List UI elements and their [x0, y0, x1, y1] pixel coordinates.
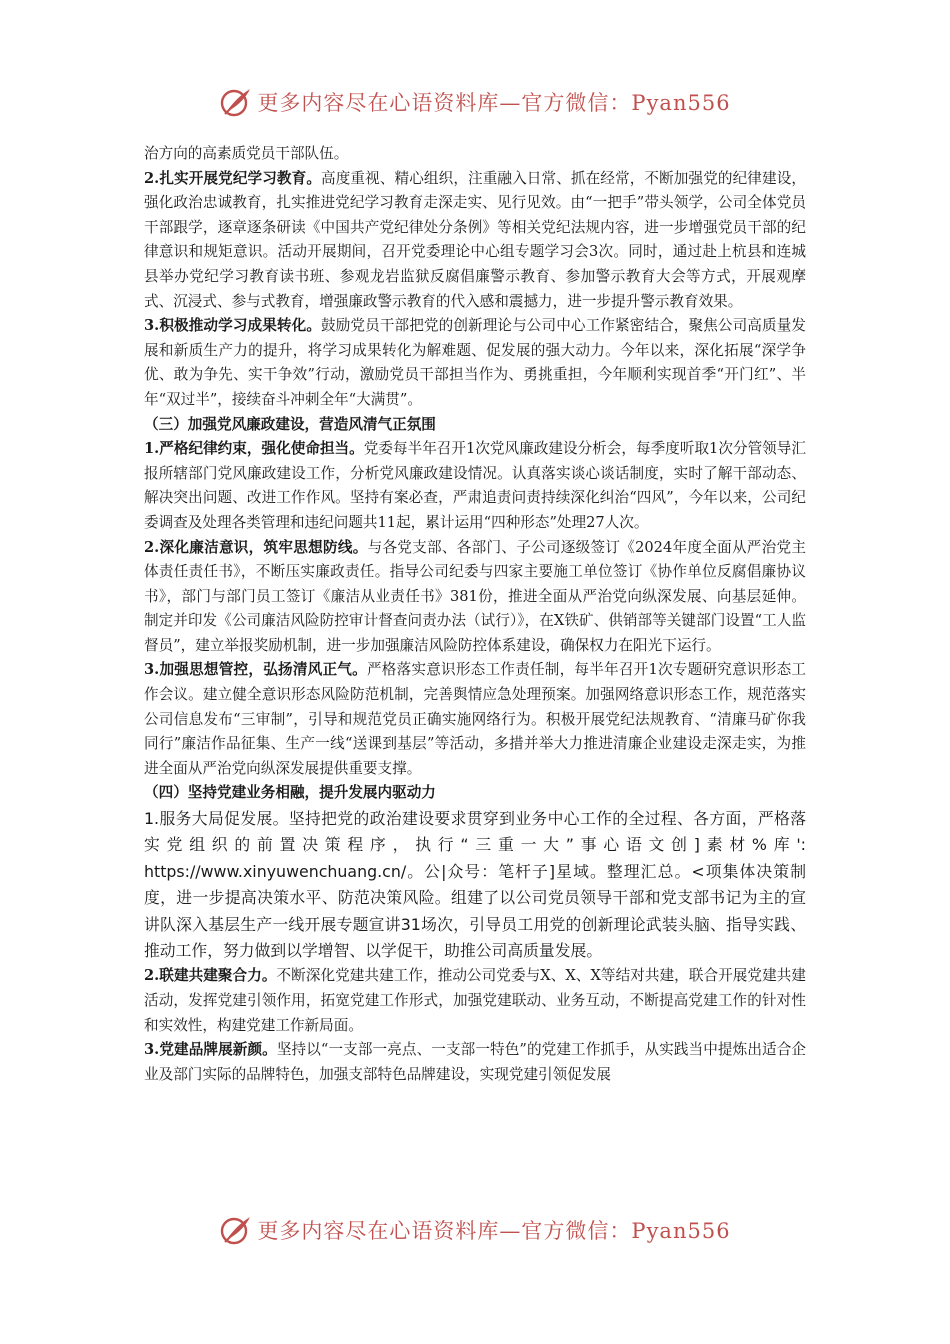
paragraph-joint-building: 2.联建共建聚合力。不断深化党建共建工作，推动公司党委与X、X、X等结对共建，联合开展党建共建活动，发挥党建引领作用，拓宽党建工作形式，加强党建联动、业务互动，不断提高党建工作的针对性和实效性，构建党建工作新局面。: [144, 967, 806, 1034]
paragraph-serve-overall: 1.服务大局促发展。坚持把党的政治建设要求贯穿到业务中心工作的全过程、各方面，严格落实党组织的前置决策程序，执行“三重一大”事心语文创]素材%库': https://www.xinyuwenchuang.cn/。公|众号：笔杆子]星域。整理汇总。<项集体决策制度，进一步提高决策水平、防范决策风险。组建了以公司党员领导干部和党支部书记为主的宣讲队深入基层生产一线开展专题宣讲31场次，引导员工用党的创新理论武装头脑、指导实践、推动工作，努力做到以学增智、以学促干，助推公司高质量发展。: [144, 809, 806, 961]
paragraph-title: 1.严格纪律约束，强化使命担当。: [144, 440, 364, 458]
feather-pen-logo-icon: [219, 85, 253, 119]
feather-pen-logo-icon: [219, 1213, 253, 1247]
paragraph-title: 2.扎实开展党纪学习教育。: [144, 169, 322, 187]
watermark-text: 更多内容尽在心语资料库—官方微信：Pyan556: [257, 1219, 731, 1243]
paragraph-study-results: 3.积极推动学习成果转化。鼓励党员干部把党的创新理论与公司中心工作紧密结合，聚焦公司高质量发展和新质生产力的提升，将学习成果转化为解难题、促发展的强大动力。今年以来，深化拓展“深学争优、敢为争先、实干争效”行动，激励党员干部担当作为、勇挑重担，今年顺利实现首季“开门红”、半年“双过半”，接续奋斗冲刺全年“大满贯”。: [144, 317, 806, 408]
body-text: [144, 142, 806, 1087]
section-heading-4: （四）坚持党建业务相融，提升发展内驱动力: [144, 784, 436, 802]
paragraph-ideology: 3.加强思想管控，弘扬清风正气。严格落实意识形态工作责任制，每半年召开1次专题研究意识形态工作会议。建立健全意识形态风险防范机制，完善舆情应急处理预案。加强网络意识形态工作，规范落实公司信息发布“三审制”，引导和规范党员正确实施网络行为。积极开展党纪法规教育、“清廉马矿你我同行”廉洁作品征集、生产一线“送课到基层”等活动，多措并举大力推进清廉企业建设走深走实，为推进全面从严治党向纵深发展提供重要支撑。: [144, 661, 806, 777]
paragraph-title: 2.深化廉洁意识，筑牢思想防线。: [144, 538, 368, 556]
paragraph-brand: 3.党建品牌展新颜。坚持以“一支部一亮点、一支部一特色”的党建工作抓手，从实践当中提炼出适合企业及部门实际的品牌特色，加强支部特色品牌建设，实现党建引领促发展: [144, 1041, 806, 1083]
header-watermark: [0, 84, 950, 120]
paragraph-title: 2.联建共建聚合力。: [144, 967, 277, 985]
paragraph-title: 3.党建品牌展新颜。: [144, 1041, 277, 1059]
section-heading-3: （三）加强党风廉政建设，营造风清气正氛围: [144, 415, 436, 433]
paragraph-title: 3.加强思想管控，弘扬清风正气。: [144, 661, 367, 679]
paragraph-discipline: 1.严格纪律约束，强化使命担当。党委每半年召开1次党风廉政建设分析会，每季度听取1次分管领导汇报所辖部门党风廉政建设工作，分析党风廉政建设情况。认真落实谈心谈话制度，实时了解干部动态、解决突出问题、改进工作作风。坚持有案必查，严肃追责问责持续深化纠治“四风”，今年以来，公司纪委调查及处理各类管理和违纪问题共11起，累计运用“四种形态”处理27人次。: [144, 440, 806, 531]
watermark-text: 更多内容尽在心语资料库—官方微信：Pyan556: [257, 91, 731, 115]
paragraph-party-discipline-study: 2.扎实开展党纪学习教育。高度重视、精心组织，注重融入日常、抓在经常，不断加强党的纪律建设，强化政治忠诚教育，扎实推进党纪学习教育走深走实、见行见效。由“一把手”带头领学，公司全体党员干部跟学，逐章逐条研读《中国共产党纪律处分条例》等相关党纪法规内容，进一步增强党员干部的纪律意识和规矩意识。活动开展期间，召开党委理论中心组专题学习会3次。同时，通过赴上杭县和连城县举办党纪学习教育读书班、参观龙岩监狱反腐倡廉警示教育、参加警示教育大会等方式，开展观摩式、沉浸式、参与式教育，增强廉政警示教育的代入感和震撼力，进一步提升警示教育效果。: [144, 169, 806, 310]
paragraph-title: 3.积极推动学习成果转化。: [144, 317, 322, 335]
footer-watermark: [0, 1212, 950, 1248]
paragraph-integrity: 2.深化廉洁意识，筑牢思想防线。与各党支部、各部门、子公司逐级签订《2024年度全面从严治党主体责任责任书》，不断压实廉政责任。指导公司纪委与四家主要施工单位签订《协作单位反腐倡廉协议书》，部门与部门员工签订《廉洁从业责任书》381份，推进全面从严治党向纵深发展、向基层延伸。制定并印发《公司廉洁风险防控审计督查问责办法（试行）》，在X铁矿、供销部等关键部门设置“工人监督员”，建立举报奖励机制，进一步加强廉洁风险防控体系建设，确保权力在阳光下运行。: [144, 538, 806, 654]
paragraph-continuation: 治方向的高素质党员干部队伍。: [144, 145, 349, 162]
